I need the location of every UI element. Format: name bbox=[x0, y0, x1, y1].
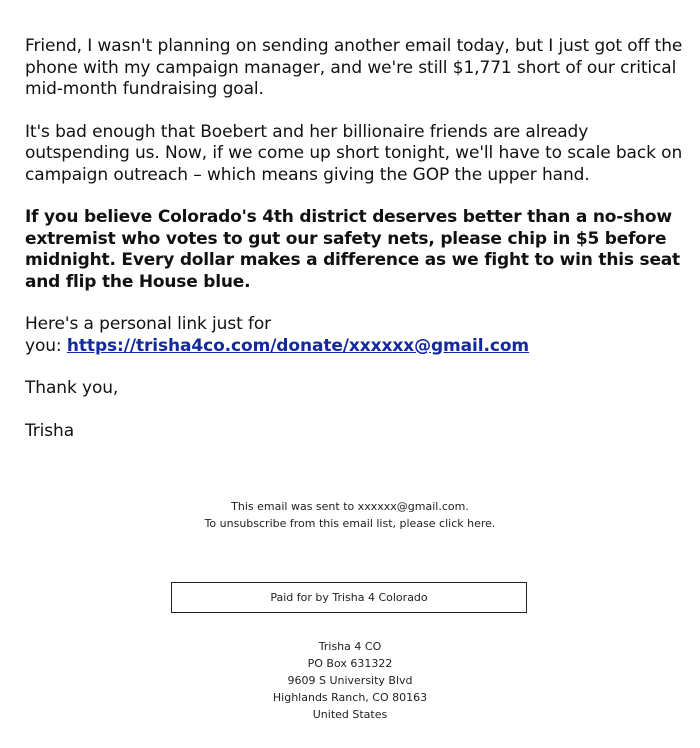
address-city-state-zip: Highlands Ranch, CO 80163 bbox=[272, 691, 428, 704]
address-po-box: PO Box 631322 bbox=[307, 657, 393, 670]
email-body bbox=[25, 36, 685, 463]
link-intro-prefix: you: bbox=[25, 335, 62, 356]
paid-for-disclaimer: Paid for by Trisha 4 Colorado bbox=[171, 582, 527, 613]
unsubscribe-link[interactable]: To unsubscribe from this email list, please click here. bbox=[204, 517, 496, 530]
closing-text: Thank you, bbox=[25, 378, 119, 398]
address-name: Trisha 4 CO bbox=[318, 640, 382, 653]
address-street: 9609 S University Blvd bbox=[287, 674, 413, 687]
link-intro-text: Here's a personal link just for bbox=[25, 314, 272, 334]
mailing-address bbox=[0, 638, 700, 723]
donate-link[interactable]: https://trisha4co.com/donate/xxxxxx@gmail.com bbox=[66, 335, 530, 356]
appeal-paragraph: If you believe Colorado's 4th district deserves better than a no-show extremist who votes to gut our safety nets, please chip in $5 before midnight. Every dollar makes a difference as we fight to win this seat and flip the House blue. bbox=[25, 207, 680, 292]
context-paragraph: It's bad enough that Boebert and her billionaire friends are already outspending us. Now, if we come up short tonight, we'll have to scale back on campaign outreach – which means giving the GOP the upper hand. bbox=[25, 121, 683, 185]
sent-to-notice: This email was sent to xxxxxx@gmail.com. bbox=[231, 500, 469, 513]
intro-paragraph: Friend, I wasn't planning on sending another email today, but I just got off the phone with my campaign manager, and we're still $1,771 short of our critical mid-month fundraising goal. bbox=[25, 36, 683, 99]
personal-link-paragraph bbox=[25, 314, 685, 357]
address-country: United States bbox=[312, 708, 388, 721]
signature: Trisha bbox=[25, 420, 75, 441]
email-footer bbox=[0, 498, 700, 532]
